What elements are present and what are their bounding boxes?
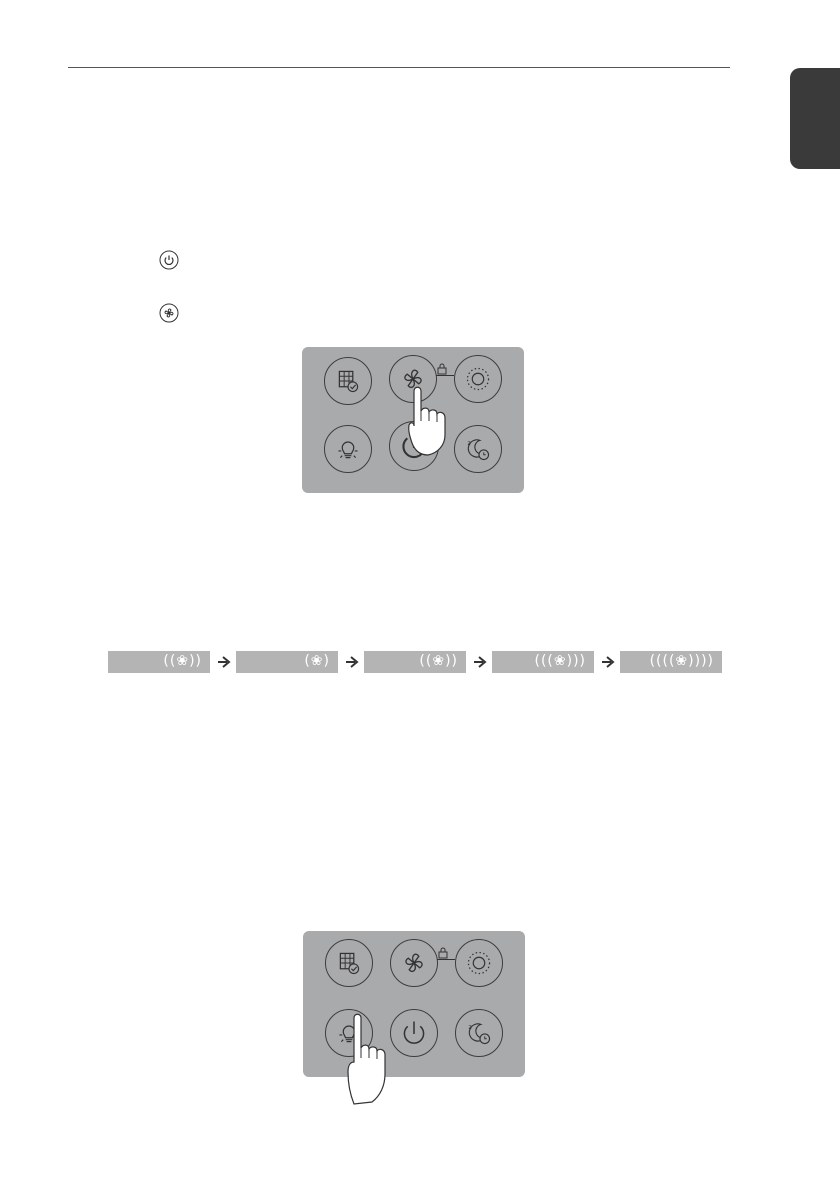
fan-speed-sequence [108,651,722,673]
filter-check-button[interactable] [324,357,372,405]
filter-check-button[interactable] [325,939,373,987]
hand-pointer-icon [344,1012,390,1106]
speed-step-low: (❀) [236,651,338,673]
speed-step-high: (((❀))) [492,651,594,673]
hand-pointer-icon [406,385,454,459]
arrow-right-icon [601,654,615,670]
brightness-icon [455,356,501,402]
filter-check-icon [325,358,371,404]
svg-text:z: z [468,1025,472,1032]
brightness-button[interactable] [454,355,502,403]
arrow-right-icon [473,654,487,670]
sleep-timer-icon [456,1010,502,1056]
svg-text:z: z [467,441,471,448]
control-panel-bottom [303,931,525,1077]
lock-icon [436,363,448,375]
light-icon [325,426,371,472]
speed-step-auto: ((❀)) [108,651,210,673]
brightness-icon [456,940,502,986]
control-panel-top [302,347,524,493]
speed-step-turbo: ((((❀)))) [620,651,722,673]
fan-icon [159,303,179,323]
light-button[interactable] [324,425,372,473]
power-button[interactable] [390,1009,438,1057]
fan-speed-icon [391,940,437,986]
arrow-right-icon [345,654,359,670]
fan-speed-button[interactable] [390,939,438,987]
sleep-timer-icon [455,426,501,472]
sleep-timer-button[interactable] [455,1009,503,1057]
power-icon [391,1010,437,1056]
lock-icon [437,947,449,959]
language-tab [790,68,840,169]
lock-line [437,959,455,960]
lock-line [436,375,454,376]
sleep-timer-button[interactable] [454,425,502,473]
arrow-right-icon [217,654,231,670]
power-icon [159,250,179,270]
header-rule [68,67,730,68]
speed-step-medium: ((❀)) [364,651,466,673]
filter-check-icon [326,940,372,986]
brightness-button[interactable] [455,939,503,987]
